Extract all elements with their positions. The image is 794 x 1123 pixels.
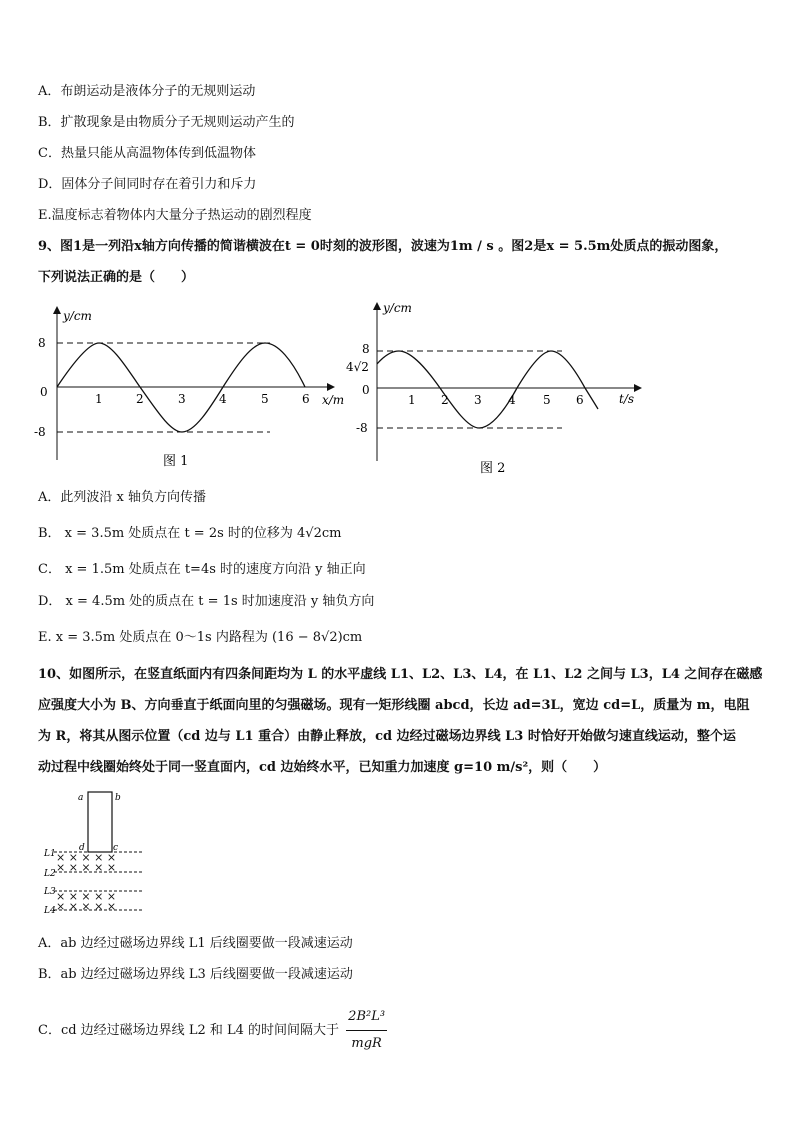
fig2-xtick-6: 6 [576, 393, 584, 407]
fig2-ytick-0: 0 [362, 383, 370, 397]
fig1-ytick-8: 8 [38, 336, 46, 350]
coil-rectangle [88, 792, 112, 852]
fig1-xtick-2: 2 [136, 392, 144, 406]
fraction-denominator: mgR [351, 1036, 382, 1051]
fig2-ytick-8: 8 [362, 342, 370, 356]
fraction-numerator: 2B²L³ [346, 1004, 387, 1031]
svg-text:× × × × ×: × × × × × [56, 900, 117, 913]
q8-option-c: C．热量只能从高温物体传到低温物体 [38, 146, 256, 161]
q10-option-a: A．ab 边经过磁场边界线 L1 后线圈要做一段减速运动 [38, 936, 353, 951]
q10-option-c: C．cd 边经过磁场边界线 L2 和 L4 的时间间隔大于 [38, 1023, 340, 1038]
q10-stem-line2: 应强度大小为 B、方向垂直于纸面向里的匀强磁场。现有一矩形线圈 abcd，长边 ad=3L，宽边 cd=L，质量为 m，电阻 [38, 698, 750, 713]
fig1-x-label: x/m [322, 393, 345, 407]
svg-text:× × × × ×: × × × × × [56, 851, 117, 864]
corner-label-d: d [79, 843, 85, 853]
fig2-caption: 图 2 [480, 461, 506, 476]
q10-coil-diagram [38, 786, 158, 921]
q9-option-a: A．此列波沿 x 轴负方向传播 [38, 490, 206, 505]
corner-label-a: a [78, 793, 84, 803]
fig1-xtick-6: 6 [302, 392, 310, 406]
q9-figure-2 [340, 296, 650, 486]
q8-option-b: B．扩散现象是由物质分子无规则运动产生的 [38, 115, 295, 130]
fig2-y-label: y/cm [383, 301, 412, 315]
fig1-ytick-0: 0 [40, 385, 48, 399]
fig1-xtick-3: 3 [178, 392, 186, 406]
q9-option-c: C． x = 1.5m 处质点在 t=4s 时的速度方向沿 y 轴正向 [38, 562, 366, 577]
line-label-L1: L1 [44, 849, 56, 859]
fig2-xtick-5: 5 [543, 393, 551, 407]
line-label-L4: L4 [44, 906, 56, 916]
fig1-ytick-neg8: -8 [34, 425, 46, 439]
fig1-xtick-5: 5 [261, 392, 269, 406]
line-label-L3: L3 [44, 887, 56, 897]
q9-stem-line1: 9、图1是一列沿x轴方向传播的简谐横波在t = 0时刻的波形图，波速为1m / s 。图2是x = 5.5m处质点的振动图象， [38, 239, 728, 254]
fig2-xtick-3: 3 [474, 393, 482, 407]
q8-option-a: A．布朗运动是液体分子的无规则运动 [38, 84, 256, 99]
fig1-y-label: y/cm [63, 309, 92, 323]
q10-option-c-row [38, 1004, 387, 1057]
line-label-L2: L2 [44, 869, 56, 879]
fig1-xtick-4: 4 [219, 392, 227, 406]
fig2-ytick-4root2: 4√2 [346, 360, 369, 374]
fig2-ytick-neg8: -8 [356, 421, 368, 435]
q9-option-e: E. x = 3.5m 处质点在 0～1s 内路程为 (16 − 8√2)cm [38, 630, 363, 645]
corner-label-c: c [113, 843, 119, 853]
fig1-xtick-1: 1 [95, 392, 103, 406]
q10-option-c-fraction [346, 1004, 387, 1057]
fig2-x-label: t/s [619, 392, 635, 406]
q9-option-b: B． x = 3.5m 处质点在 t = 2s 时的位移为 4√2cm [38, 526, 342, 541]
q10-stem-line4: 动过程中线圈始终处于同一竖直面内，cd 边始终水平，已知重力加速度 g=10 m/s²，则（ ） [38, 760, 607, 775]
fig1-caption: 图 1 [163, 454, 189, 469]
fig2-vibration-curve [377, 351, 598, 428]
q9-figure-1 [30, 300, 360, 480]
q10-stem-line3: 为 R，将其从图示位置（cd 边与 L1 重合）由静止释放，cd 边经过磁场边界线 L3 时恰好开始做匀速直线运动，整个运 [38, 729, 736, 744]
fig2-xtick-2: 2 [441, 393, 449, 407]
svg-text:× × × × ×: × × × × × [56, 890, 117, 903]
svg-text:× × × × ×: × × × × × [56, 861, 117, 874]
q8-option-e: E.温度标志着物体内大量分子热运动的剧烈程度 [38, 208, 312, 223]
q9-stem-line2: 下列说法正确的是（ ） [38, 270, 195, 285]
q9-option-d: D． x = 4.5m 处的质点在 t = 1s 时加速度沿 y 轴负方向 [38, 594, 375, 609]
q10-option-b: B．ab 边经过磁场边界线 L3 后线圈要做一段减速运动 [38, 967, 353, 982]
magnetic-field-marks [56, 851, 116, 913]
q8-option-d: D．固体分子间同时存在着引力和斥力 [38, 177, 257, 192]
corner-label-b: b [115, 793, 121, 803]
fig2-xtick-1: 1 [408, 393, 416, 407]
fig2-xtick-4: 4 [508, 393, 516, 407]
q10-stem-line1: 10、如图所示，在竖直纸面内有四条间距均为 L 的水平虚线 L1、L2、L3、L4，在 L1、L2 之间与 L3，L4 之间存在磁感 [38, 667, 763, 682]
